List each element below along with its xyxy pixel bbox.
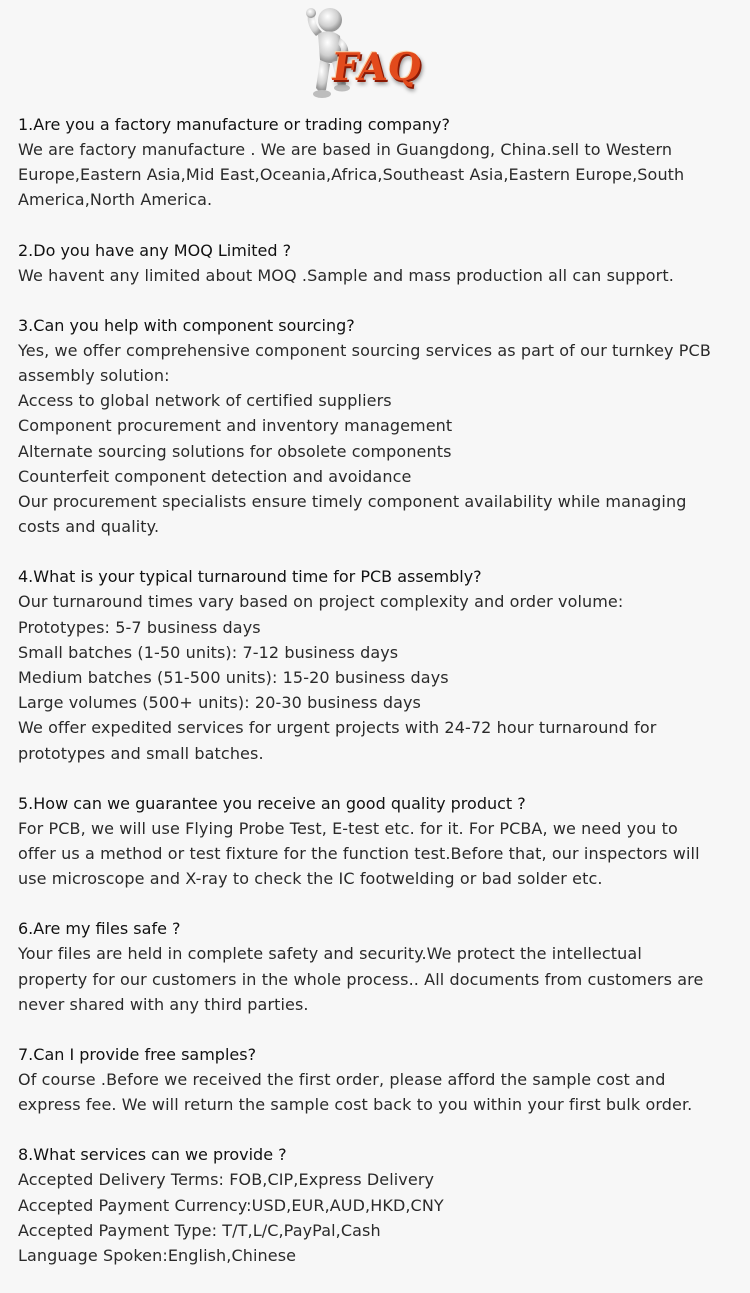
answer-line: Component procurement and inventory management (18, 416, 453, 436)
faq-question: 6.Are my files safe ? (18, 919, 181, 939)
answer-line: Prototypes: 5-7 business days (18, 617, 261, 637)
answer-line: Accepted Payment Currency:USD,EUR,AUD,HKD,CNY (18, 1195, 444, 1215)
answer-line: Our procurement specialists ensure timely component availability while managing (18, 492, 687, 512)
faq-item (18, 313, 743, 540)
faq-answer (18, 263, 743, 288)
faq-question: 5.How can we guarantee you receive an good quality product ? (18, 793, 526, 813)
faq-answer (18, 1167, 743, 1268)
faq-question: 7.Can I provide free samples? (18, 1045, 257, 1065)
faq-answer (18, 941, 743, 1017)
answer-line: Language Spoken:English,Chinese (18, 1246, 297, 1266)
faq-answer (18, 338, 743, 540)
answer-line: Medium batches (51-500 units): 15-20 business days (18, 668, 449, 688)
answer-line: We are factory manufacture . We are based in Guangdong, China.sell to Western (18, 140, 673, 159)
faq-answer (18, 137, 743, 213)
answer-line: offer us a method or test fixture for the function test.Before that, our inspectors will (18, 844, 700, 864)
answer-line: express fee. We will return the sample cost back to you within your first bulk order. (18, 1095, 693, 1115)
faq-answer (18, 589, 743, 765)
answer-line: Alternate sourcing solutions for obsolete components (18, 441, 452, 461)
answer-line: Europe,Eastern Asia,Mid East,Oceania,Africa,Southeast Asia,Eastern Europe,South (18, 165, 685, 185)
answer-line: costs and quality. (18, 517, 160, 537)
faq-answer (18, 816, 743, 892)
answer-line: America,North America. (18, 190, 213, 210)
answer-line: Small batches (1-50 units): 7-12 business days (18, 642, 399, 662)
answer-line: Access to global network of certified suppliers (18, 391, 392, 411)
answer-line: Counterfeit component detection and avoidance (18, 466, 412, 486)
faq-item (18, 1042, 743, 1117)
answer-line: prototypes and small batches. (18, 743, 264, 763)
faq-item (18, 1142, 743, 1268)
faq-logo-text: FAQ (328, 44, 426, 89)
answer-line: assembly solution: (18, 366, 170, 386)
answer-line: use microscope and X-ray to check the IC footwelding or bad solder etc. (18, 869, 603, 889)
faq-logo (296, 4, 436, 102)
answer-line: We offer expedited services for urgent projects with 24-72 hour turnaround for (18, 718, 657, 738)
faq-item (18, 916, 743, 1017)
faq-item (18, 791, 743, 892)
faq-item (18, 112, 743, 213)
faq-question: 2.Do you have any MOQ Limited ? (18, 240, 292, 260)
faq-question: 4.What is your typical turnaround time for PCB assembly? (18, 567, 482, 587)
answer-line: Your files are held in complete safety and security.We protect the intellectual (18, 944, 642, 964)
faq-question: 3.Can you help with component sourcing? (18, 315, 355, 335)
faq-question: 8.What services can we provide ? (18, 1145, 287, 1165)
answer-line: Our turnaround times vary based on project complexity and order volume: (18, 592, 624, 612)
faq-question: 1.Are you a factory manufacture or trading company? (18, 115, 450, 134)
answer-line: property for our customers in the whole process.. All documents from customers are (18, 969, 704, 989)
page-header (0, 0, 750, 110)
answer-line: Accepted Payment Type: T/T,L/C,PayPal,Cash (18, 1220, 381, 1240)
answer-line: never shared with any third parties. (18, 994, 309, 1014)
answer-line: Accepted Delivery Terms: FOB,CIP,Express Delivery (18, 1170, 435, 1190)
answer-line: For PCB, we will use Flying Probe Test, E-test etc. for it. For PCBA, we need you to (18, 818, 678, 838)
faq-item (18, 564, 743, 765)
answer-line: We havent any limited about MOQ .Sample and mass production all can support. (18, 265, 674, 285)
faq-item (18, 238, 743, 288)
faq-answer (18, 1067, 743, 1117)
answer-line: Large volumes (500+ units): 20-30 business days (18, 693, 421, 713)
faq-list (18, 112, 743, 1293)
answer-line: Yes, we offer comprehensive component sourcing services as part of our turnkey PCB (18, 340, 711, 360)
answer-line: Of course .Before we received the first order, please afford the sample cost and (18, 1070, 666, 1090)
